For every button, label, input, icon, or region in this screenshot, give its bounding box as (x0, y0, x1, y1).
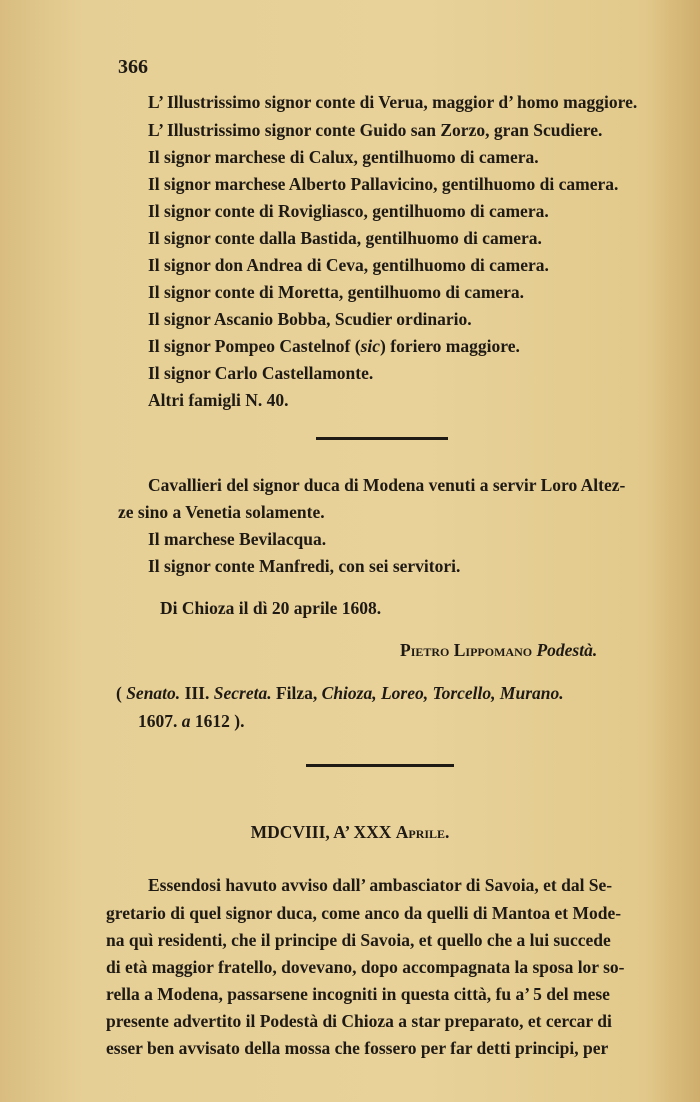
citation-secreta: Secreta. (213, 683, 272, 703)
citation-filza: Filza, (275, 683, 318, 703)
signature-name: Pietro Lippomano (400, 640, 533, 660)
signature (400, 640, 597, 661)
list-item: Il signor Ascanio Bobba, Scudier ordinario. (148, 309, 472, 329)
paragraph-line: rella a Modena, passarsene incogniti in questa città, fu a’ 5 del mese (106, 984, 610, 1004)
list-item: Il signor don Andrea di Ceva, gentilhuomo di camera. (148, 255, 549, 275)
list-item: Il marchese Bevilacqua. (148, 529, 327, 549)
signature-title: Podestà. (536, 640, 598, 660)
citation-paren: ( (116, 683, 122, 703)
page-number: 366 (118, 56, 148, 78)
paragraph-line: presente advertito il Podestà di Chioza a star preparato, et cercar di (106, 1011, 612, 1031)
section-divider (306, 764, 454, 767)
paragraph-line: esser ben avvisato della mossa che fossero per far detti principi, per (106, 1038, 609, 1058)
list-item: L’ Illustrissimo signor conte Guido san Zorzo, gran Scudiere. (148, 120, 603, 140)
list-item: Il signor conte di Moretta, gentilhuomo di camera. (148, 282, 525, 302)
list-item-text: Il signor Pompeo Castelnof (148, 336, 351, 356)
paragraph-line: di età maggior fratello, dovevano, dopo accompagnata la sposa lor so- (106, 957, 625, 977)
cavallieri-line: ze sino a Venetia solamente. (118, 502, 325, 522)
list-item-text-rest: foriero maggiore. (390, 336, 520, 356)
sic-note: sic (360, 336, 381, 356)
citation-a: a (181, 711, 191, 731)
list-item: Il signor Pompeo Castelnof (sic) foriero maggiore. (148, 336, 520, 356)
citation-year: 1607. (138, 711, 178, 731)
list-item: Il signor Carlo Castellamonte. (148, 363, 374, 383)
citation-number: III. (184, 683, 210, 703)
section-heading (0, 822, 700, 843)
heading-date: MDCVIII, A’ XXX (250, 822, 392, 842)
paragraph-line: na quì residenti, che il principe di Savoia, et quello che a lui succede (106, 930, 611, 950)
citation-line (138, 711, 244, 732)
paragraph-line: Essendosi havuto avviso dall’ ambasciator di Savoia, et dal Se- (148, 875, 613, 895)
list-item: Il signor conte Manfredi, con sei servitori. (148, 556, 461, 576)
citation-line (116, 683, 564, 704)
list-item: Il signor marchese di Calux, gentilhuomo di camera. (148, 147, 539, 167)
list-item: Il signor conte dalla Bastida, gentilhuomo di camera. (148, 228, 542, 248)
paragraph-line: gretario di quel signor duca, come anco da quelli di Mantoa et Mode- (106, 903, 622, 923)
citation-places: Chioza, Loreo, Torcello, Murano. (321, 683, 564, 703)
section-divider (316, 437, 448, 440)
list-item: Il signor conte di Rovigliasco, gentilhuomo di camera. (148, 201, 549, 221)
heading-month: Aprile. (395, 822, 450, 842)
cavallieri-line: Cavallieri del signor duca di Modena venuti a servir Loro Altez- (148, 475, 626, 495)
list-item: Altri famigli N. 40. (148, 390, 289, 410)
citation-senato: Senato. (126, 683, 181, 703)
list-item: L’ Illustrissimo signor conte di Verua, maggior d’ homo maggiore. (148, 92, 638, 112)
list-item: Il signor marchese Alberto Pallavicino, gentilhuomo di camera. (148, 174, 619, 194)
citation-year: 1612 ). (194, 711, 245, 731)
dateline: Di Chioza il dì 20 aprile 1608. (160, 598, 382, 618)
